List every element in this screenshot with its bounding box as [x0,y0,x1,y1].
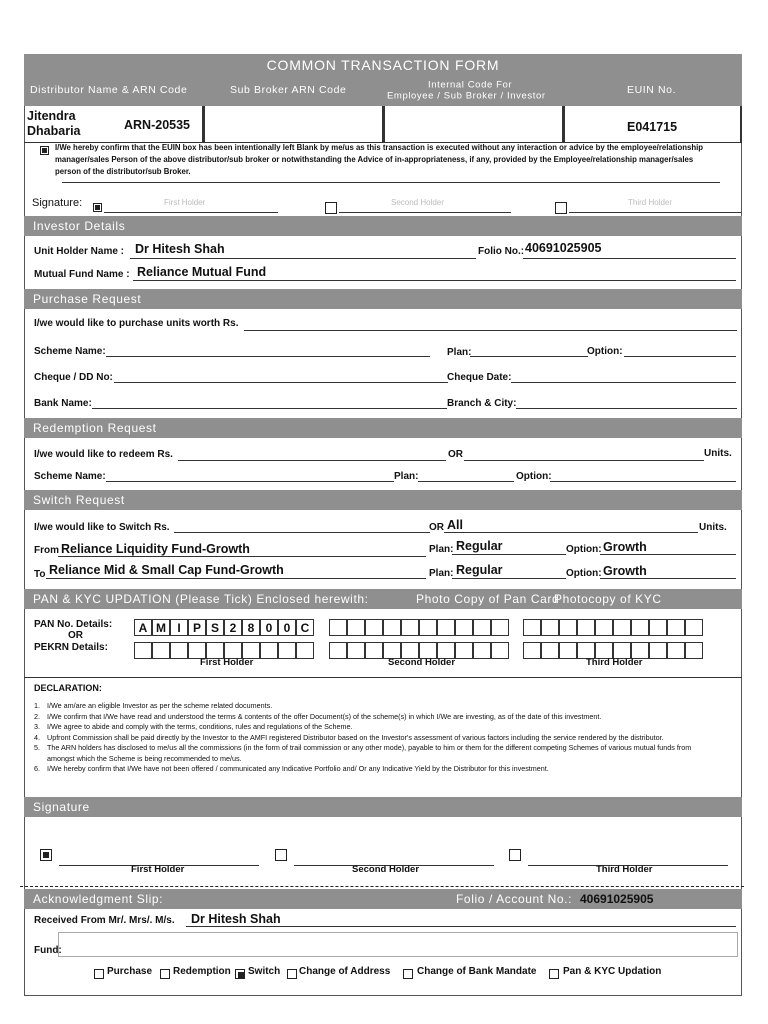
tear-line [20,886,744,887]
pan-grid-second-holder[interactable] [329,619,517,636]
folio-label: Folio No.: [478,246,525,257]
switch-from-option-label: Option: [566,544,602,555]
investor-details-title: Investor Details [33,219,126,233]
euin-value: E041715 [627,120,678,134]
second-holder-signature-label: Second Holder [352,864,420,875]
purchase-request-title: Purchase Request [33,292,142,306]
distributor-name-1: Jitendra [27,109,76,123]
pan-details-label: PAN No. Details: [34,619,113,630]
cheque-label: Cheque / DD No: [34,372,113,383]
ack-change-address-checkbox[interactable] [287,969,297,979]
signature-bar [24,797,742,817]
switch-or-label: OR [429,522,444,533]
switch-to-plan-value[interactable]: Regular [456,563,503,577]
first-holder-signature-checkbox[interactable] [40,849,52,861]
pan-char: 8 [242,619,260,636]
first-holder-sign-label: First Holder [164,198,206,207]
purchase-request-bar [24,289,742,309]
third-holder-sign-label: Third Holder [628,198,673,207]
photo-pan-option[interactable]: Photo Copy of Pan Card [416,592,560,606]
folio-value[interactable]: 40691025905 [525,241,602,255]
purchase-option-label: Option: [587,346,623,357]
ack-switch-label: Switch [248,966,281,977]
purchase-plan-label: Plan: [447,347,472,358]
ack-switch-checkbox[interactable] [235,969,245,979]
pan-first-holder-label: First Holder [200,657,254,668]
form-title: COMMON TRANSACTION FORM [266,57,500,73]
first-holder-signature-label: First Holder [131,864,185,875]
switch-units-label: Units. [699,522,727,533]
switch-amount-label: I/we would like to Switch Rs. [34,522,170,533]
switch-from-option-value[interactable]: Growth [603,540,647,554]
redemption-request-title: Redemption Request [33,421,157,435]
acknowledgment-title: Acknowledgment Slip: [33,892,164,906]
internal-code-header-2: Employee / Sub Broker / Investor [387,90,546,102]
second-holder-sign-label: Second Holder [391,198,444,207]
ack-change-address-label: Change of Address [299,966,391,977]
distributor-name-2: Dhabaria [27,124,81,138]
first-holder-sign-checkbox[interactable] [93,203,102,212]
ack-folio-label: Folio / Account No.: [456,892,573,906]
declaration-item: 5. The ARN holders has disclosed to me/us all the commissions (in the form of trail commission or any other mode), payable to him or them for the different competing Schemes of various mutual funds from amongst which the Scheme is being recommended to me/us. [34,743,692,763]
pan-char: P [188,619,206,636]
redeem-plan-label: Plan: [394,471,419,482]
third-holder-signature-checkbox[interactable] [509,849,521,861]
declaration-item: 6. I/We hereby confirm that I/We have not been offered / communicated any Indicative Portfolio and/ Or any Indicative Yield by the Distributor for this investment. [34,764,549,773]
photo-kyc-option[interactable]: Photocopy of KYC [554,592,662,606]
pan-kyc-bar [24,589,742,609]
declaration-title: DECLARATION: [34,683,102,693]
switch-from-plan-label: Plan: [429,544,454,555]
subbroker-header: Sub Broker ARN Code [230,84,347,96]
ack-purchase-label: Purchase [107,966,153,977]
form-header-bar [24,54,742,106]
ack-redemption-label: Redemption [173,966,231,977]
ack-pan-kyc-checkbox[interactable] [549,969,559,979]
received-from-value[interactable]: Dr Hitesh Shah [191,912,281,926]
second-holder-signature-checkbox[interactable] [275,849,287,861]
switch-to-plan-label: Plan: [429,568,454,579]
switch-to-value[interactable]: Reliance Mid & Small Cap Fund-Growth [49,563,284,577]
investor-details-bar [24,216,742,236]
signature-label: Signature: [32,197,83,209]
euin-declaration-text: I/We hereby confirm that the EUIN box has been intentionally left Blank by me/us as this transaction is executed without any interaction or advice by the employee/relationship manager/sales Person of the above distributor/sub broker or notwithstanding the Advice of in-appropriateness, if any, provided by the Employee/relationship manager/sales person of the distributor/sub Broker. [55,143,704,176]
fund-label: Fund: [34,945,62,956]
pan-char: C [296,619,314,636]
purchase-scheme-label: Scheme Name: [34,346,106,357]
received-from-label: Received From Mr/. Mrs/. M/s. [34,915,175,926]
pan-kyc-title: PAN & KYC UPDATION (Please Tick) Enclosed herewith: [33,592,369,606]
declaration-item: 2. I/We confirm that I/We have read and understood the terms & contents of the offer Document(s) of the scheme(s) in which I/We are investing, as of the date of this investment. [34,711,602,721]
fund-name-label: Mutual Fund Name : [34,269,130,280]
pan-char: 0 [260,619,278,636]
unit-holder-label: Unit Holder Name : [34,246,125,257]
switch-request-bar [24,490,742,510]
pan-or-label: OR [68,630,83,641]
branch-city-label: Branch & City: [447,398,517,409]
ack-pan-kyc-label: Pan & KYC Updation [563,966,662,977]
unit-holder-value[interactable]: Dr Hitesh Shah [135,242,225,256]
redeem-or-label: OR [448,449,463,460]
ack-redemption-checkbox[interactable] [160,969,170,979]
switch-from-value[interactable]: Reliance Liquidity Fund-Growth [61,542,250,556]
switch-to-label: To [34,569,46,580]
purchase-amount-label: I/we would like to purchase units worth Rs. [34,318,239,329]
switch-from-plan-value[interactable]: Regular [456,539,503,553]
internal-code-header-1: Internal Code For [428,79,513,91]
fund-name-value[interactable]: Reliance Mutual Fund [137,265,267,279]
signature-title: Signature [33,800,90,814]
switch-request-title: Switch Request [33,493,125,507]
switch-from-label: From [34,545,59,556]
pan-grid-first-holder[interactable] [134,619,322,636]
pan-char: M [152,619,170,636]
acknowledgment-bar [24,889,742,909]
pekrn-details-label: PEKRN Details: [34,642,108,653]
third-holder-sign-checkbox[interactable] [555,202,567,214]
arn-code: ARN-20535 [124,118,191,132]
pan-second-holder-label: Second Holder [388,657,456,668]
pan-char: S [206,619,224,636]
pan-char: 2 [224,619,242,636]
fund-input[interactable] [58,932,738,957]
pan-char: A [134,619,152,636]
ack-change-bank-checkbox[interactable] [403,969,413,979]
pan-char: I [170,619,188,636]
header-values-row [24,106,742,143]
ack-change-bank-label: Change of Bank Mandate [417,966,537,977]
declaration-item: 3. I/We agree to abide and comply with the terms, conditions, rules and regulations of the Scheme. [34,722,353,731]
euin-declaration-checkbox[interactable] [40,146,49,155]
declaration-list [34,701,714,775]
redeem-option-label: Option: [516,471,552,482]
third-holder-signature-label: Third Holder [596,864,653,875]
ack-purchase-checkbox[interactable] [94,969,104,979]
redemption-request-bar [24,418,742,438]
pan-third-holder-label: Third Holder [586,657,643,668]
bank-name-label: Bank Name: [34,398,92,409]
pan-grid-third-holder[interactable] [523,619,711,636]
declaration-item: 1. I/We am/are an eligible Investor as per the scheme related documents. [34,701,273,710]
second-holder-sign-checkbox[interactable] [325,202,337,214]
redeem-scheme-label: Scheme Name: [34,471,106,482]
ack-folio-value[interactable]: 40691025905 [580,892,654,906]
switch-to-option-label: Option: [566,568,602,579]
redeem-label: I/we would like to redeem Rs. [34,449,173,460]
euin-header: EUIN No. [627,84,677,96]
distributor-header: Distributor Name & ARN Code [30,84,188,96]
pan-char: 0 [278,619,296,636]
declaration-item: 4. Upfront Commission shall be paid directly by the Investor to the AMFI registered Distributor based on the Investor's assessment of various factors including the service rendered by the distributor. [34,732,664,742]
cheque-date-label: Cheque Date: [447,372,512,383]
switch-to-option-value[interactable]: Growth [603,564,647,578]
switch-or-value[interactable]: All [447,518,463,532]
redeem-units-label: Units. [704,448,732,459]
